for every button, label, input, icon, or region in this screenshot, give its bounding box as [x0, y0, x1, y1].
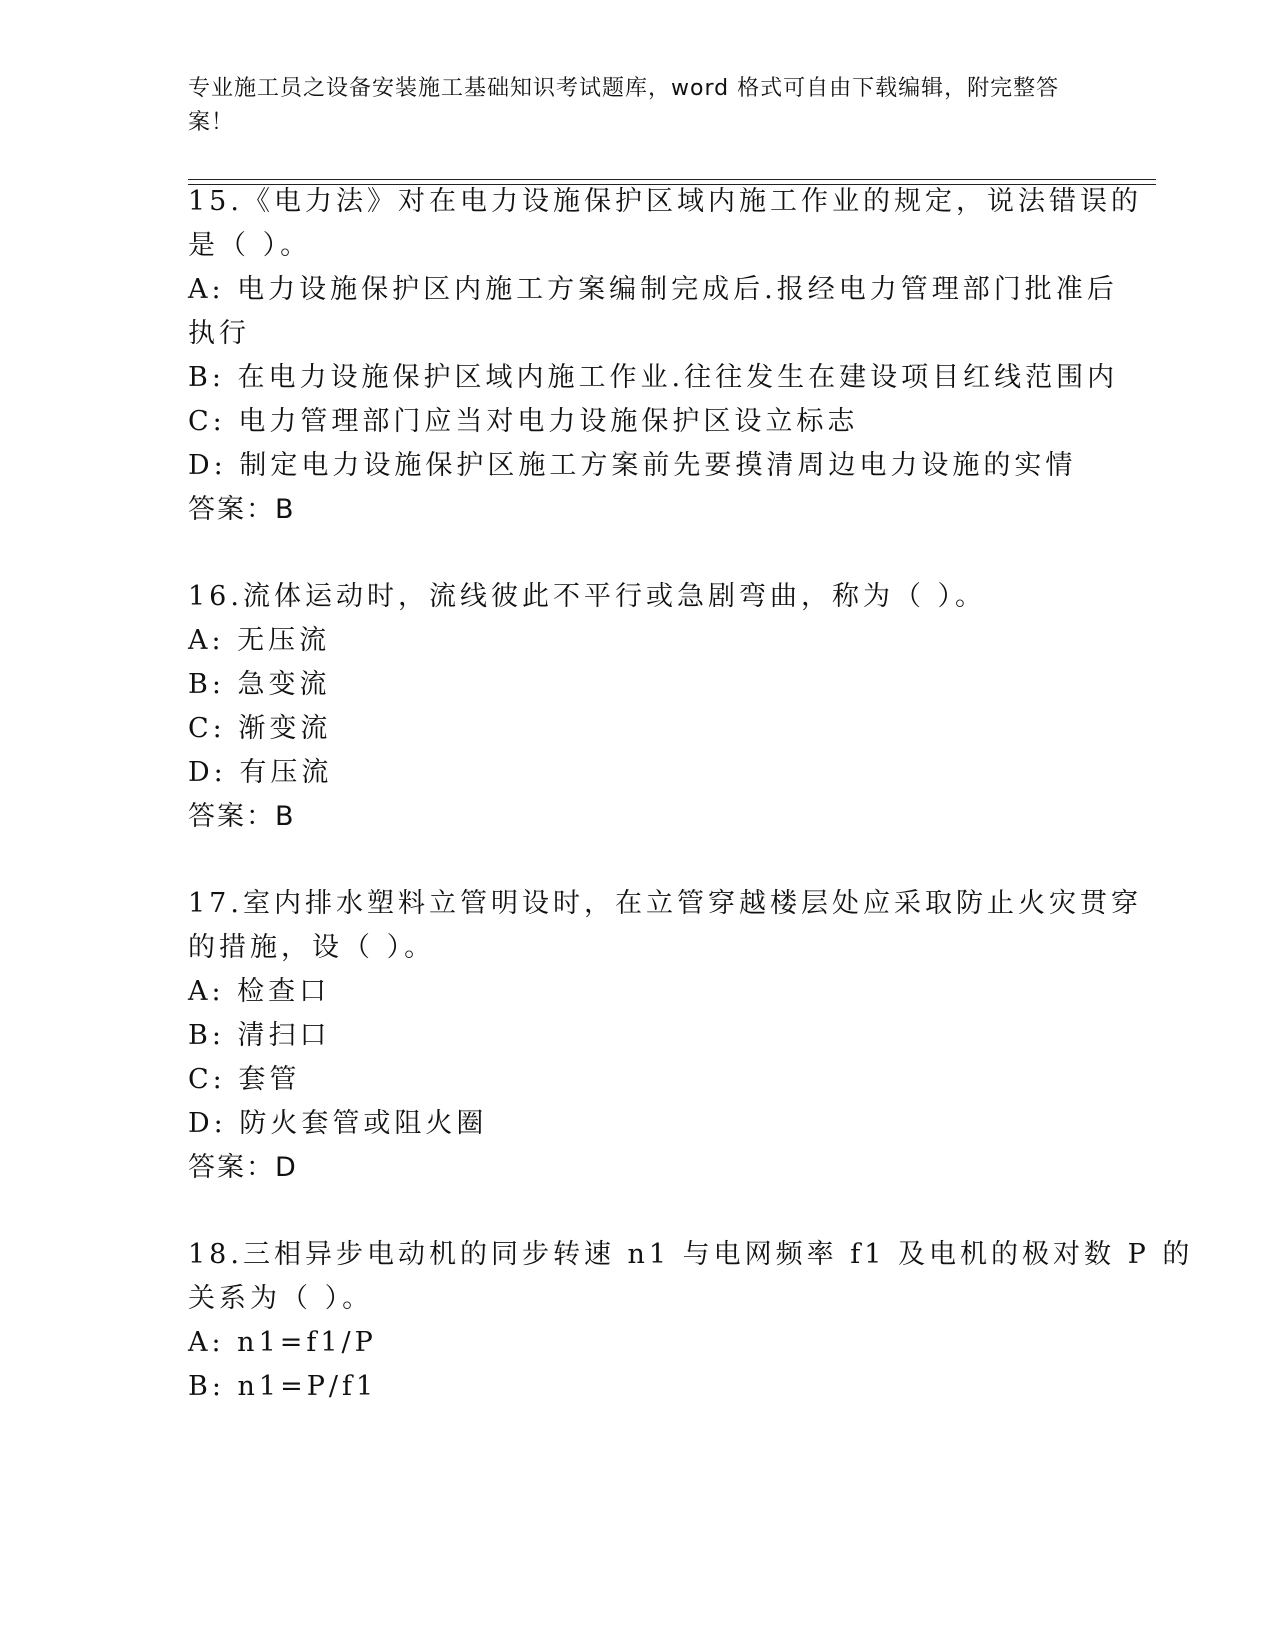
question-17-stem-line1: 17.室内排水塑料立管明设时，在立管穿越楼层处应采取防止火灾贯穿: [188, 888, 1142, 919]
question-16-answer: 答案：B: [188, 801, 296, 832]
question-16-option-d: D: 有压流: [188, 757, 333, 788]
question-15-option-d: D: 制定电力设施保护区施工方案前先要摸清周边电力设施的实情: [188, 450, 1077, 481]
header-divider-top: [188, 179, 1156, 180]
question-18-option-a: A: n1=f1/P: [188, 1327, 377, 1358]
question-18-option-b: B: n1=P/f1: [188, 1371, 378, 1402]
question-15-option-c: C: 电力管理部门应当对电力设施保护区设立标志: [188, 406, 859, 437]
question-15-stem-line1: 15.《电力法》对在电力设施保护区域内施工作业的规定，说法错误的: [188, 186, 1142, 217]
question-15-stem-line2: 是（ ）。: [188, 230, 312, 261]
question-15-answer: 答案：B: [188, 494, 296, 525]
question-17-option-b: B: 清扫口: [188, 1020, 331, 1051]
question-17-answer: 答案：D: [188, 1152, 298, 1183]
question-16-option-b: B: 急变流: [188, 669, 331, 700]
question-15-option-a-line2: 执行: [188, 318, 250, 349]
question-17-option-a: A: 检查口: [188, 976, 331, 1007]
question-17-option-c: C: 套管: [188, 1064, 301, 1095]
question-18-stem-line1: 18.三相异步电动机的同步转速 n1 与电网频率 f1 及电机的极对数 P 的: [188, 1239, 1194, 1270]
question-17-option-d: D: 防火套管或阻火圈: [188, 1108, 488, 1139]
question-17-stem-line2: 的措施，设（ ）。: [188, 932, 436, 963]
question-16-stem: 16.流体运动时，流线彼此不平行或急剧弯曲，称为（ ）。: [188, 581, 987, 612]
question-15-option-b: B: 在电力设施保护区域内施工作业.往往发生在建设项目红线范围内: [188, 362, 1119, 393]
document-header: 专业施工员之设备安装施工基础知识考试题库，word 格式可自由下载编辑，附完整答案！: [188, 76, 1060, 135]
question-16-option-a: A: 无压流: [188, 625, 331, 656]
question-18-stem-line2: 关系为（ ）。: [188, 1283, 374, 1314]
question-15-option-a-line1: A: 电力设施保护区内施工方案编制完成后.报经电力管理部门批准后: [188, 274, 1118, 305]
question-16-option-c: C: 渐变流: [188, 713, 332, 744]
